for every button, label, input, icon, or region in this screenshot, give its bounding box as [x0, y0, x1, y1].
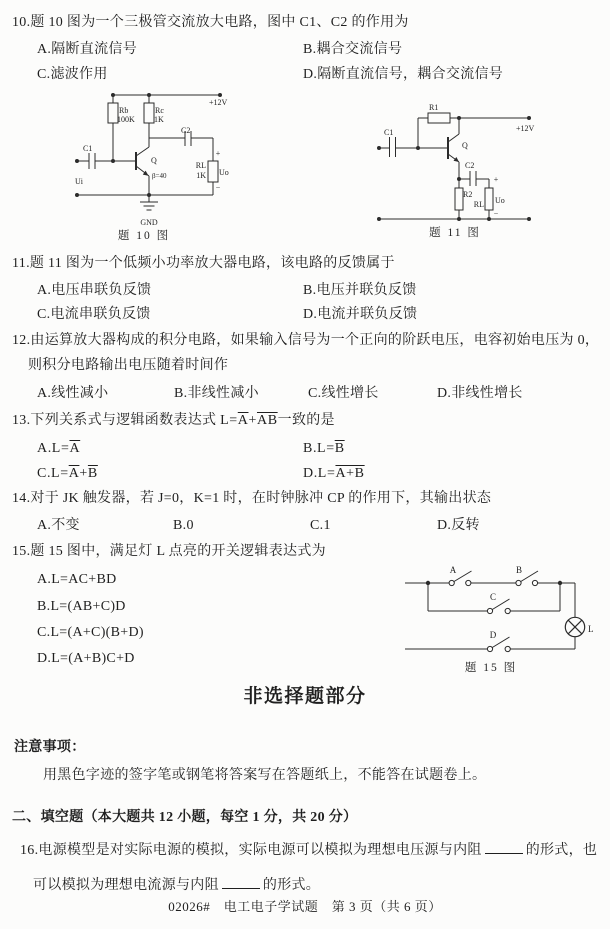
fig11-wires: [379, 113, 529, 219]
switch-b-blade: [521, 571, 538, 582]
fig15-lamp-label: L: [588, 624, 594, 634]
fig10-caption: 题 10 图: [117, 230, 171, 242]
q12-option-a: A.线性减小: [37, 386, 109, 401]
q13-option-c: $C.L=\overline{A}+\overline{B}$: [37, 466, 98, 481]
fig11-uo-label: Uo: [495, 196, 505, 205]
resistor-r2: [455, 188, 463, 210]
q14-option-a: A.不变: [37, 518, 80, 533]
q16-line2-tail: 的形式。: [262, 878, 321, 893]
q12-stem-line2: 则积分电路输出电压随着时间作: [28, 358, 229, 373]
q10-option-b: B.耦合交流信号: [303, 42, 403, 57]
fig10-c1-label: C1: [83, 144, 93, 153]
q16-blank-1: [485, 840, 523, 854]
fig10-c2-label: C2: [181, 126, 191, 135]
fig10-minus-sign: −: [215, 183, 221, 192]
notice-body: 用黑色字迹的签字笔或钢笔将答案写在答题纸上，不能答在试题卷上。: [43, 768, 487, 783]
q15-option-d: D.L=(A+B)C+D: [37, 651, 135, 666]
fig11-junction-dots: [377, 116, 531, 221]
section-title: 非选择题部分: [243, 686, 367, 707]
q14-option-c: C.1: [310, 518, 331, 533]
fig10-uo-label: Uo: [219, 168, 229, 177]
fig11-caption: 题 11 图: [429, 227, 481, 239]
fig15-switch-b-label: B: [515, 565, 523, 575]
resistor-rc: [144, 103, 154, 123]
resistor-rl: [485, 188, 493, 210]
q12-stem-line1: 12.由运算放大器构成的积分电路，如果输入信号为一个正向的阶跃电压，电容初始电压为 0，: [12, 333, 600, 348]
capacitor-c1: [390, 137, 396, 157]
transistor-q: [448, 118, 459, 179]
fig11-q-label: Q: [462, 141, 468, 150]
q11-option-c: C.电流串联负反馈: [37, 307, 151, 322]
q14-option-d: D.反转: [437, 518, 480, 533]
capacitor-c1: [89, 153, 95, 169]
resistor-r1: [428, 113, 450, 123]
fig10-beta-label: β=40: [152, 172, 167, 180]
fig10-rc-label: Rc: [155, 106, 164, 115]
q15-option-b: B.L=(AB+C)D: [37, 599, 126, 614]
fig11-circuit-diagram: [340, 88, 570, 245]
fig10-q-label: Q: [151, 156, 157, 165]
q13-option-b: $B.L=\overline{B}$: [303, 441, 345, 456]
q15-stem: 15.题 15 图中，满足灯 L 点亮的开关逻辑表达式为: [12, 544, 326, 559]
fig10-vcc-label: +12V: [209, 98, 228, 107]
q10-stem: 10.题 10 图为一个三极管交流放大电路，图中 C1、C2 的作用为: [12, 15, 409, 30]
q12-option-c: C.线性增长: [308, 386, 379, 401]
fig11-plus-sign: +: [493, 175, 499, 184]
q11-stem: 11.题 11 图为一个低频小功率放大器电路，该电路的反馈属于: [12, 256, 395, 271]
q13-option-a: $A.L=\overline{A}$: [37, 441, 81, 456]
q12-option-d: D.非线性增长: [437, 386, 523, 401]
resistor-rl: [208, 161, 218, 182]
q11-option-b: B.电压并联负反馈: [303, 283, 417, 298]
q10-option-a: A.隔断直流信号: [37, 42, 138, 57]
fig11-minus-sign: −: [493, 209, 499, 218]
q13-stem: [12, 412, 335, 429]
fig11-vcc-label: +12V: [516, 124, 535, 133]
fig15-switch-d-label: D: [489, 630, 497, 640]
fig10-rl-label: RL: [195, 161, 206, 170]
fig15-caption: 题 15 图: [464, 662, 518, 674]
fig10-circuit-diagram: [60, 88, 322, 245]
fig11-c2-label: C2: [465, 161, 475, 170]
ground-icon: [140, 195, 158, 210]
fig10-wires: [77, 95, 220, 210]
q14-stem: 14.对于 JK 触发器，若 J=0，K=1 时，在时钟脉冲 CP 的作用下，其输出状态: [12, 491, 492, 506]
page-footer: 02026# 电工电子学试题 第 3 页（共 6 页）: [168, 899, 442, 914]
q15-option-c: C.L=(A+C)(B+D): [37, 625, 144, 640]
q11-option-a: A.电压串联负反馈: [37, 283, 152, 298]
q13-stem-formula: $L=\overline{A}+\overline{AB}$: [220, 413, 278, 428]
fill-section-heading: 二、填空题（本大题共 12 小题，每空 1 分，共 20 分）: [12, 810, 358, 825]
q16-line1: [20, 840, 597, 859]
q10-option-d: D.隔断直流信号，耦合交流信号: [303, 67, 504, 82]
q16-line2: [33, 875, 320, 894]
q16-line1-tail: 的形式，也: [525, 843, 598, 858]
fig10-ui-label: Ui: [75, 177, 83, 186]
fig11-r1-label: R1: [429, 103, 439, 112]
q11-option-d: D.电流并联负反馈: [303, 307, 418, 322]
lamp-icon: [565, 617, 584, 636]
fig10-rc-value: 1K: [154, 115, 164, 124]
q12-option-b: B.非线性减小: [174, 386, 259, 401]
q16-blank-2: [222, 875, 260, 889]
q13-stem-post: 一致的是: [277, 413, 335, 428]
fig10-rl-value: 1K: [196, 171, 206, 180]
switch-a-blade: [454, 571, 472, 582]
q10-option-c: C.滤波作用: [37, 67, 108, 82]
q15-option-a: A.L=AC+BD: [37, 572, 117, 587]
fig10-rb-label: Rb: [119, 106, 129, 115]
notice-heading: 注意事项：: [14, 740, 86, 755]
fig10-plus-sign: +: [215, 149, 221, 158]
fig15-circuit-diagram: [398, 555, 603, 680]
fig10-rb-value: 100K: [117, 115, 135, 124]
fig10-gnd-label: GND: [140, 218, 158, 227]
fig11-c1-label: C1: [384, 128, 394, 137]
q16-line1-text: 16.电源模型是对实际电源的模拟，实际电源可以模拟为理想电压源与内阻: [20, 843, 482, 858]
fig15-switch-a-label: A: [449, 565, 457, 575]
q16-line2-text: 可以模拟为理想电流源与内阻: [33, 878, 219, 893]
fig11-rl-label: RL: [473, 200, 484, 209]
fig11-r2-label: R2: [463, 190, 473, 199]
q13-stem-pre: 13.下列关系式与逻辑函数表达式: [12, 413, 221, 428]
q14-option-b: B.0: [173, 518, 194, 533]
transistor-q: [136, 138, 149, 195]
fig15-switch-c-label: C: [489, 592, 497, 602]
q13-option-d: D.L=A+B: [303, 466, 365, 481]
capacitor-c2: [470, 171, 476, 186]
emitter-arrow: [454, 157, 460, 162]
